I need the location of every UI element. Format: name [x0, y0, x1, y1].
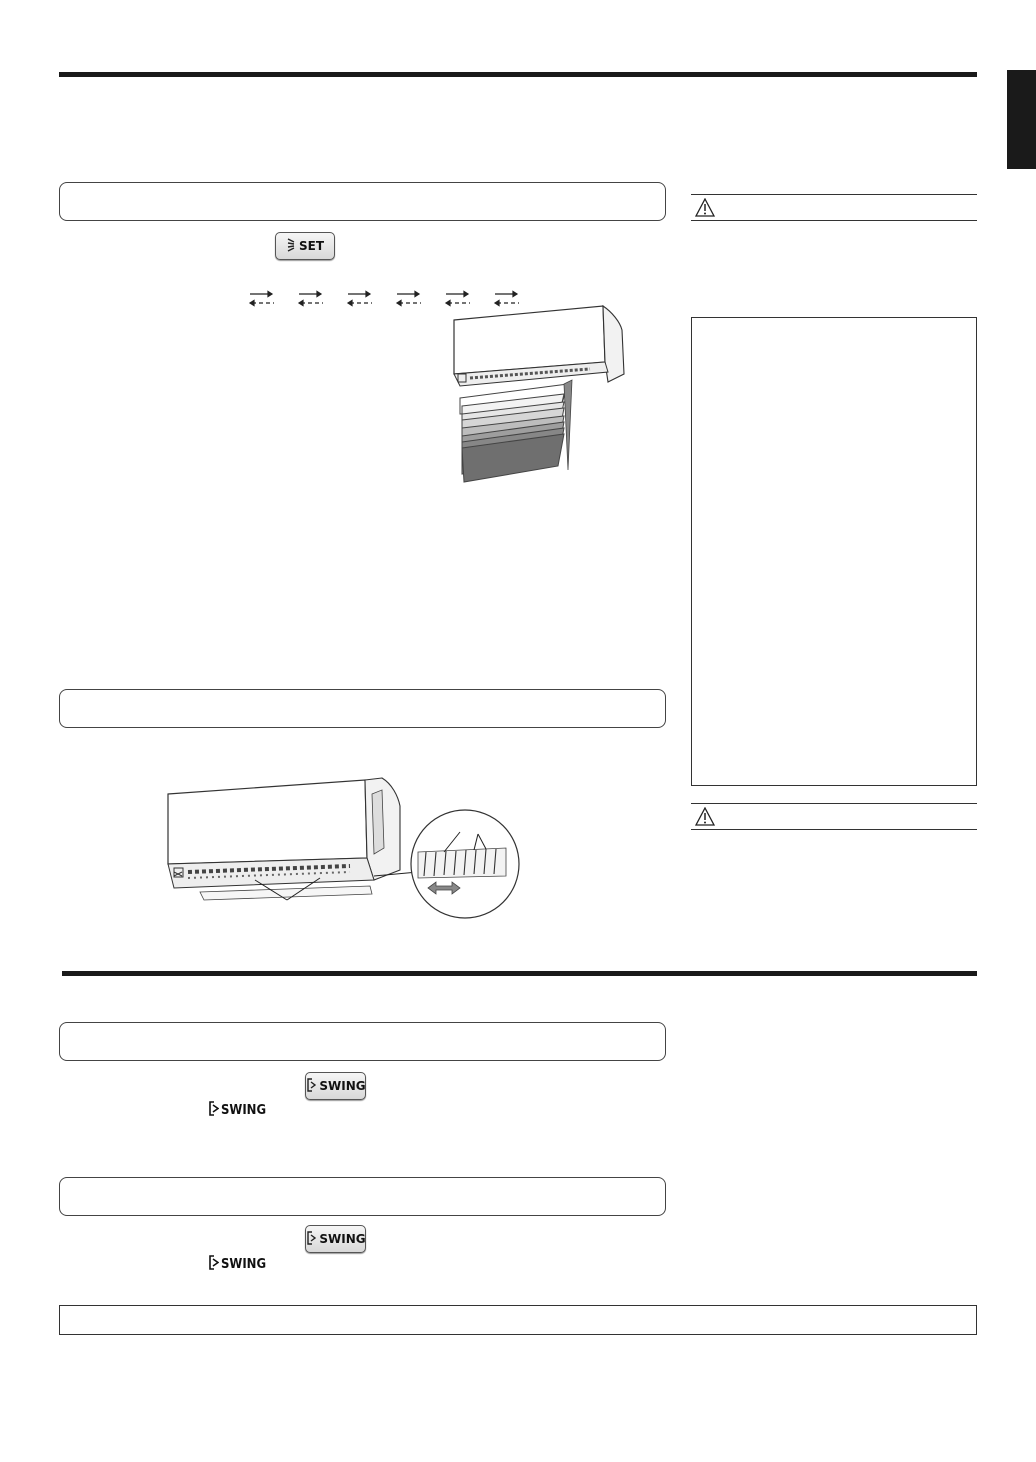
swing-button-stop[interactable] — [305, 1225, 366, 1253]
section-divider-rule — [62, 971, 977, 976]
section-heading-box-vertical — [59, 182, 666, 221]
set-button[interactable] — [275, 232, 335, 260]
header-rule — [59, 72, 977, 77]
footer-note-box — [59, 1305, 977, 1335]
swing-indicator-label: SWING — [221, 1257, 267, 1272]
section-heading-box-horizontal — [59, 689, 666, 728]
swing-arrow-icon — [305, 1231, 316, 1248]
swing-button-label: SWING — [319, 1232, 366, 1246]
swing-arrow-icon — [305, 1078, 316, 1095]
swing-button-start[interactable] — [305, 1072, 366, 1100]
unit-vertical-vane-illustration — [440, 302, 640, 484]
caution-bar-top — [691, 194, 977, 221]
swing-button-label: SWING — [319, 1079, 366, 1093]
warning-triangle-icon — [695, 198, 715, 222]
swing-indicator-label: SWING — [221, 1103, 267, 1118]
language-tab — [1007, 70, 1036, 169]
airflow-vane-icon — [286, 238, 296, 255]
set-button-label: SET — [298, 239, 325, 253]
swing-indicator-symbol — [207, 1101, 266, 1120]
unit-horizontal-louver-illustration — [160, 776, 530, 926]
caution-bar-bottom — [691, 803, 977, 830]
section-heading-box-swing-start — [59, 1022, 666, 1061]
swing-arrow-icon — [207, 1101, 219, 1120]
note-box — [691, 317, 977, 786]
swing-arrow-icon — [207, 1255, 219, 1274]
section-heading-box-swing-stop — [59, 1177, 666, 1216]
swing-indicator-symbol — [207, 1255, 266, 1274]
warning-triangle-icon — [695, 807, 715, 831]
